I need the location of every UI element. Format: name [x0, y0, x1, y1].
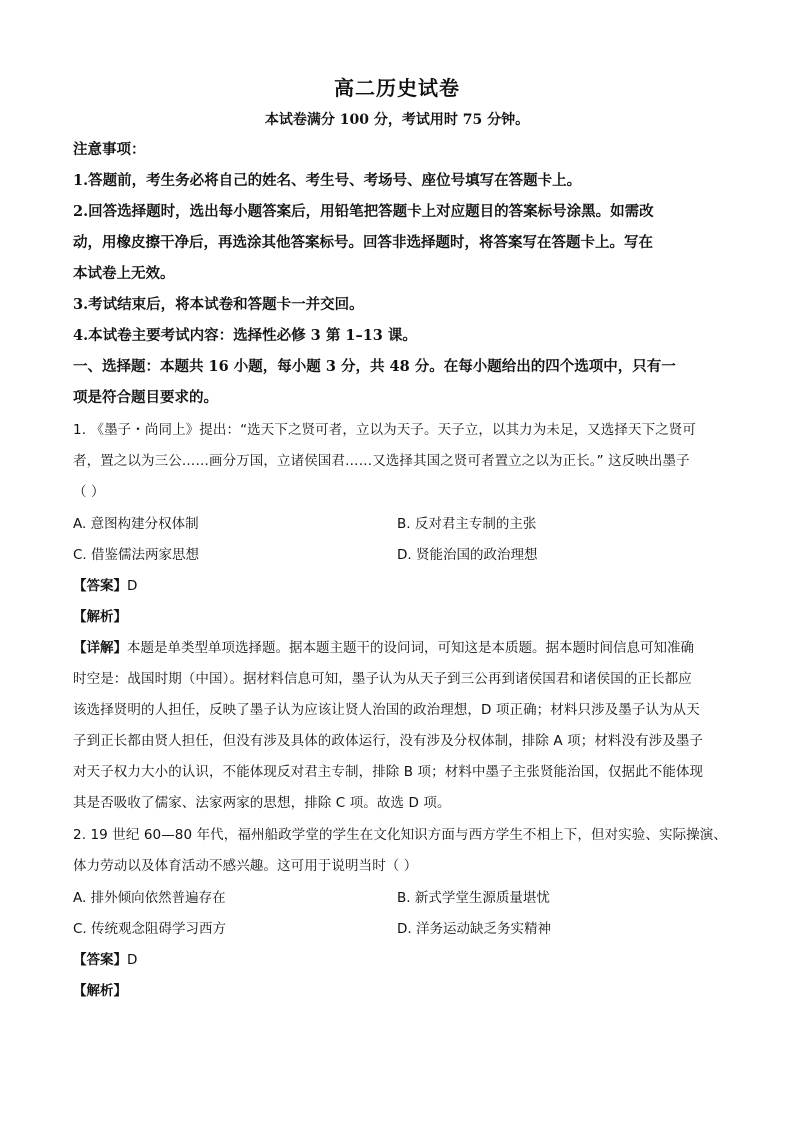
- page-title: 高二历史试卷: [334, 76, 460, 100]
- question-2-analysis: [73, 981, 127, 1001]
- question-1-option-b: B. 反对君主专制的主张: [397, 516, 537, 532]
- section-heading-cont: 项是符合题目要求的。: [73, 389, 218, 406]
- analysis-label: 【解析】: [73, 983, 127, 999]
- question-2-option-d: D. 洋务运动缺乏务实精神: [397, 921, 551, 937]
- answer-label: 【答案】: [73, 578, 127, 594]
- question-2-option-b: B. 新式学堂生源质量堪忧: [397, 890, 550, 906]
- question-1-blank: （ ）: [73, 484, 105, 500]
- question-1-detail: 其是否吸收了儒家、法家两家的思想，排除 C 项。故选 D 项。: [73, 795, 451, 811]
- question-1-detail: 子到正长都由贤人担任，但没有涉及具体的政体运行，没有涉及分权体制，排除 A 项；材料没有涉及墨子: [73, 733, 704, 749]
- notes-line: 4.本试卷主要考试内容：选择性必修 3 第 1–13 课。: [73, 327, 417, 344]
- question-1-detail: 时空是：战国时期（中国）。据材料信息可知，墨子认为从天子到三公再到诸侯国君和诸侯国的正长都应: [73, 671, 692, 687]
- section-heading: 一、选择题：本题共 16 小题，每小题 3 分，共 48 分。在每小题给出的四个选项中，只有一: [73, 358, 676, 375]
- notes-line: 3.考试结束后，将本试卷和答题卡一并交回。: [73, 296, 364, 313]
- question-1-stem: 者，置之以为三公……画分万国，立诸侯国君……又选择其国之贤可者置立之以为正长。” 这反映出墨子: [73, 453, 690, 469]
- notes-line: 2.回答选择题时，选出每小题答案后，用铅笔把答题卡上对应题目的答案标号涂黑。如需改: [73, 203, 654, 220]
- question-2-option-a: A. 排外倾向依然普遍存在: [73, 890, 226, 906]
- notes-line: 动，用橡皮擦干净后，再选涂其他答案标号。回答非选择题时，将答案写在答题卡上。写在: [73, 234, 653, 251]
- question-2-stem: 2. 19 世纪 60—80 年代，福州船政学堂的学生在文化知识方面与西方学生不相上下，但对实验、实际操演、: [73, 827, 727, 843]
- question-1-detail: 对天子权力大小的认识，不能体现反对君主专制，排除 B 项；材料中墨子主张贤能治国，仅据此不能体现: [73, 764, 704, 780]
- answer-value: D: [127, 578, 138, 594]
- detail-label: 【详解】: [73, 640, 127, 656]
- exam-subtitle: 本试卷满分 100 分，考试用时 75 分钟。: [264, 112, 530, 128]
- detail-text: 本题是单类型单项选择题。据本题主题干的设问词，可知这是本质题。据本题时间信息可知准确: [127, 640, 694, 656]
- question-1-stem: 1. 《墨子・尚同上》提出：“选天下之贤可者，立以为天子。天子立，以其力为未足，又选择天下之贤可: [73, 422, 696, 438]
- notes-line: 1.答题前，考生务必将自己的姓名、考生号、考场号、座位号填写在答题卡上。: [73, 172, 582, 189]
- question-1-answer: [73, 576, 137, 596]
- question-2-stem: 体力劳动以及体育活动不感兴趣。这可用于说明当时（ ）: [73, 858, 418, 874]
- question-2-answer: [73, 950, 137, 970]
- notes-heading: 注意事项：: [73, 141, 146, 158]
- question-1-detail-first: [73, 638, 694, 658]
- question-1-option-a: A. 意图构建分权体制: [73, 516, 199, 532]
- answer-label: 【答案】: [73, 952, 127, 968]
- question-1-option-c: C. 借鉴儒法两家思想: [73, 547, 200, 563]
- question-1-analysis: [73, 607, 127, 627]
- analysis-label: 【解析】: [73, 609, 127, 625]
- answer-value: D: [127, 952, 138, 968]
- question-2-option-c: C. 传统观念阻碍学习西方: [73, 921, 227, 937]
- question-1-option-d: D. 贤能治国的政治理想: [397, 547, 538, 563]
- question-1-detail: 该选择贤明的人担任，反映了墨子认为应该让贤人治国的政治理想，D 项正确；材料只涉及墨子认为从天: [73, 702, 700, 718]
- notes-line: 本试卷上无效。: [73, 265, 175, 282]
